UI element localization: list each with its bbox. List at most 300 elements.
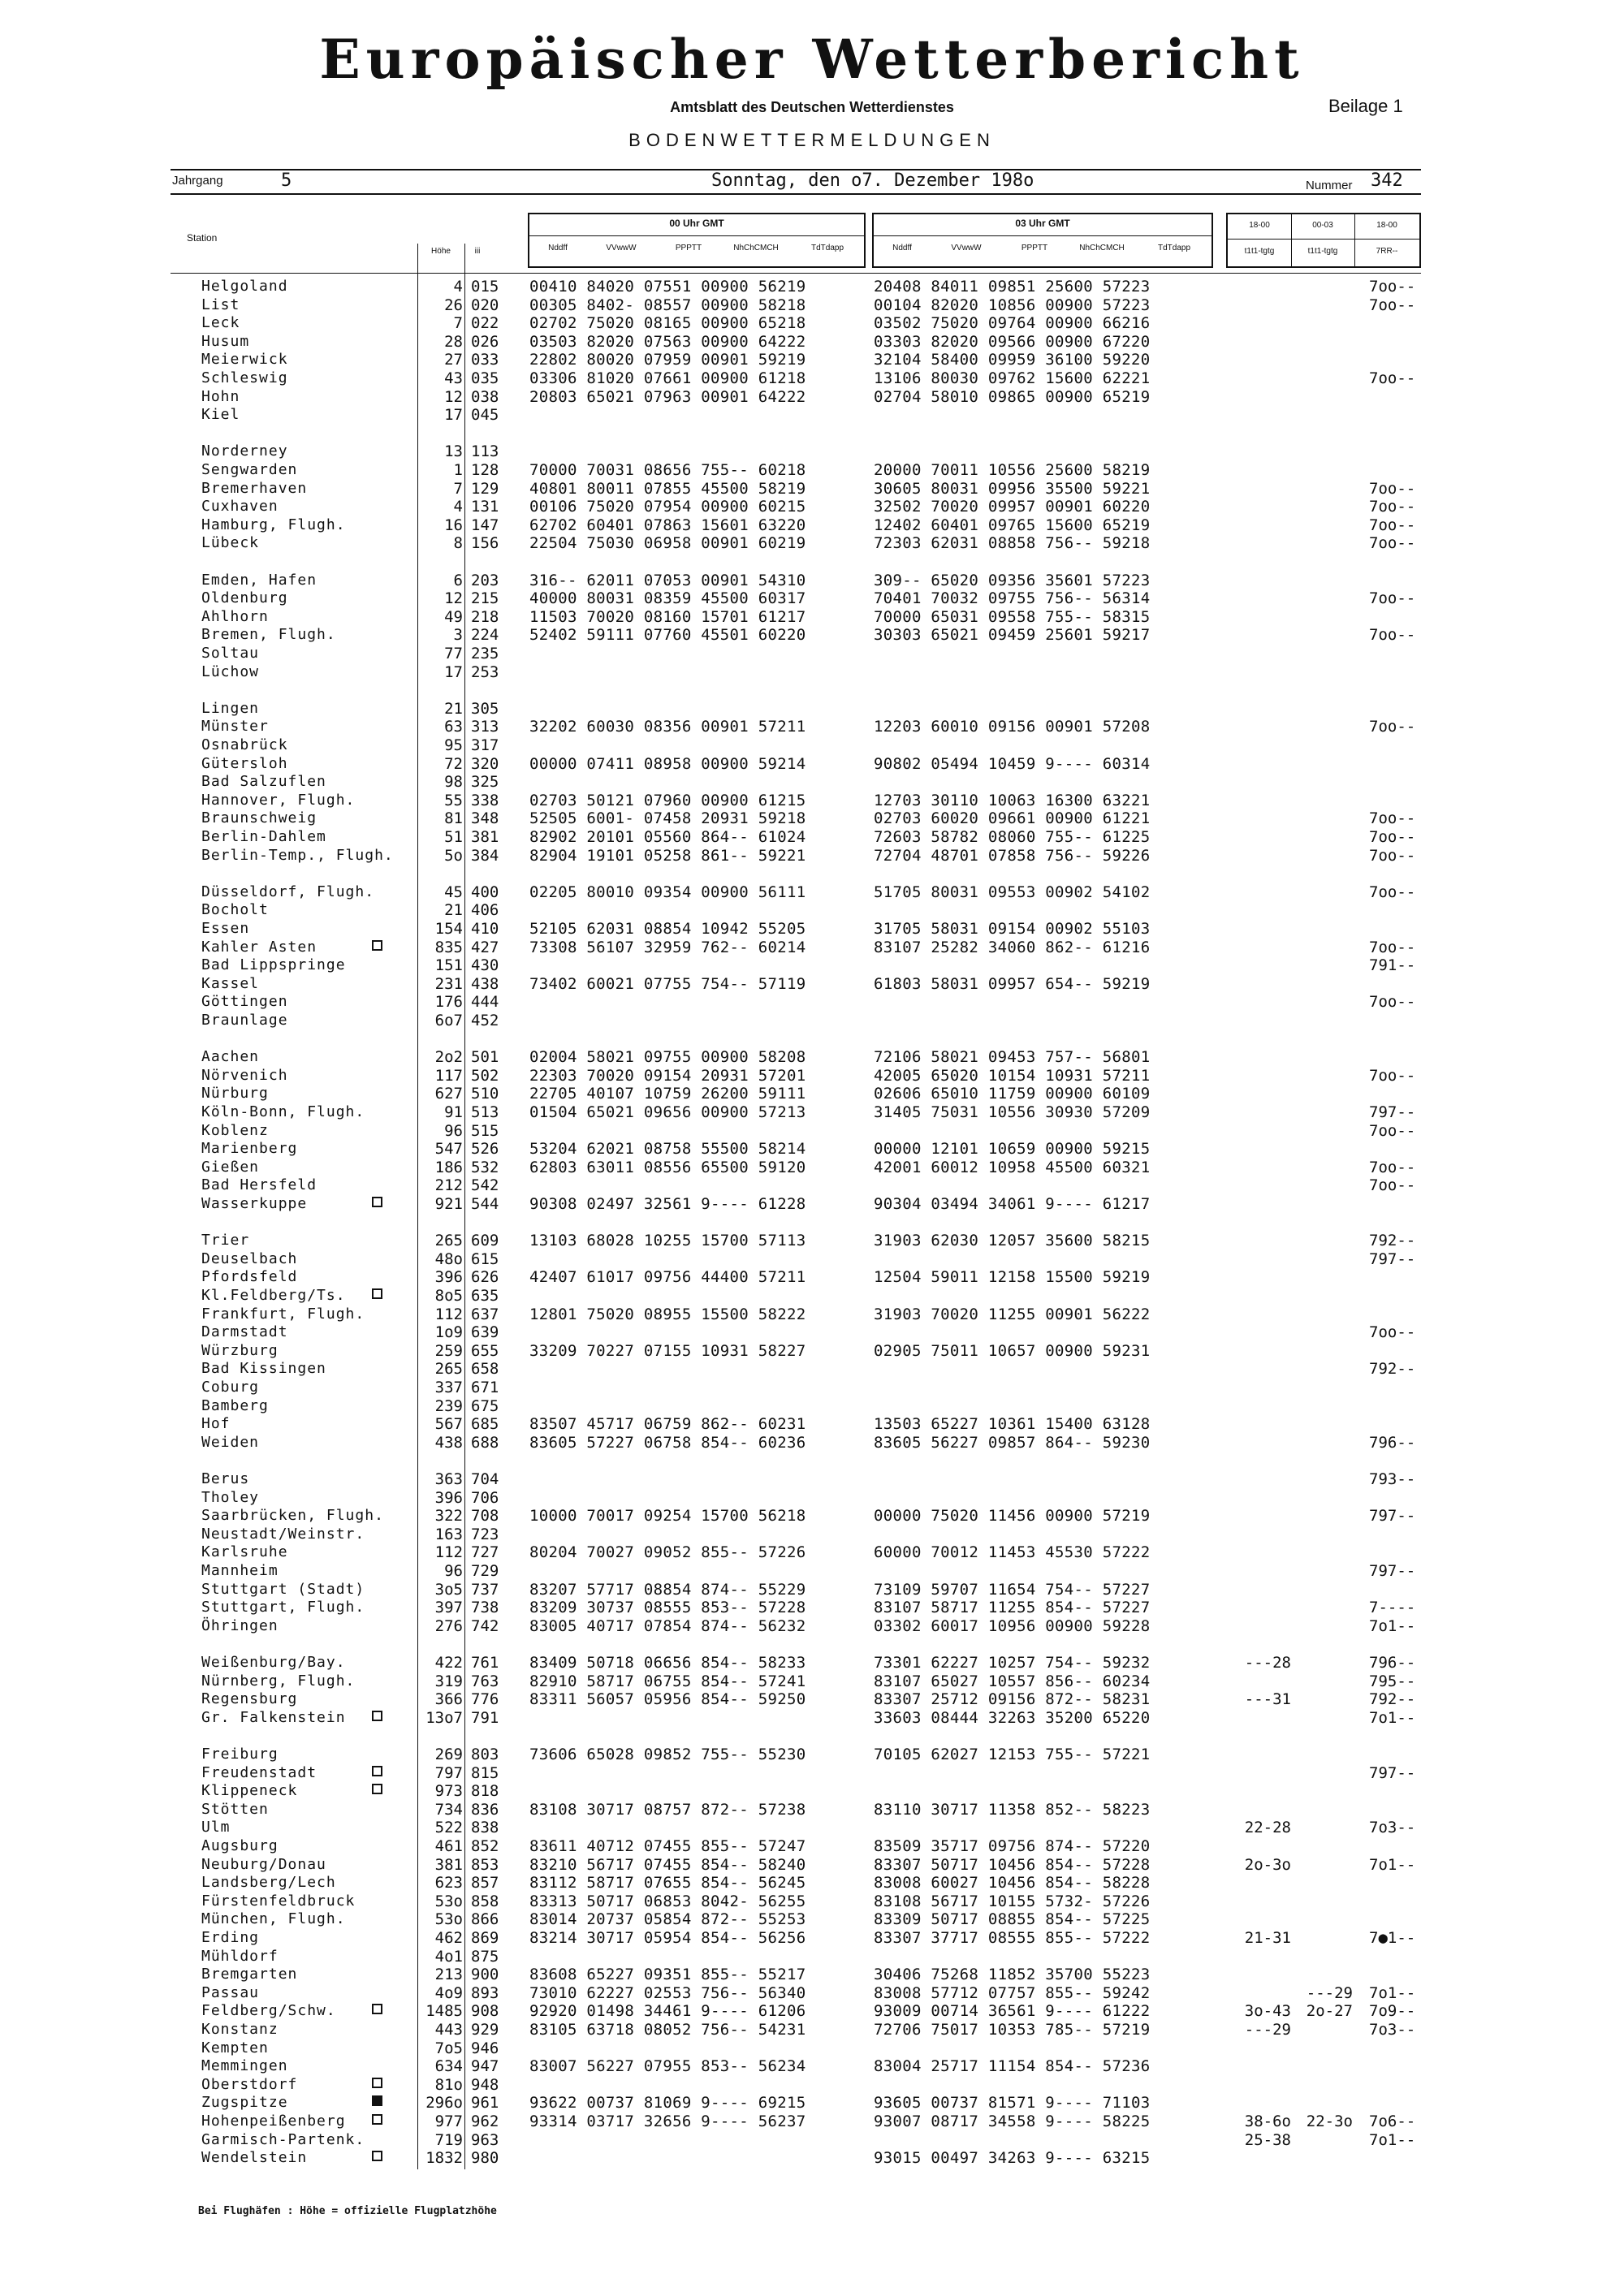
obs-03utc: 72603 58782 08060 755-- 61225 [874,828,1151,846]
station-height: 96 [444,1562,463,1580]
obs-00utc: 92920 01498 34461 9---- 61206 [529,2002,806,2021]
station-name: Braunlage [201,1012,288,1029]
station-id: 501 [471,1048,499,1067]
obs-00utc: 42407 61017 09756 44400 57211 [529,1268,806,1287]
station-height: 16 [444,516,463,534]
station-height: 322 [434,1507,463,1526]
station-name: Memmingen [201,2057,288,2075]
obs-03utc: 83110 30717 11358 852-- 58223 [874,1800,1151,1819]
obs-00utc: 83611 40712 07455 855-- 57247 [529,1837,806,1855]
temp-range-18-00: ---28 [1244,1654,1291,1672]
station-name: Nürnberg, Flugh. [201,1672,356,1690]
obs-00utc: 70000 70031 08656 755-- 60218 [529,461,806,479]
obs-03utc: 70105 62027 12153 755-- 57221 [874,1746,1151,1763]
obs-00utc: 32202 60030 08356 00901 57211 [529,718,806,736]
station-height: 154 [434,920,463,938]
station-height: 163 [434,1525,463,1543]
station-name: Deuselbach [201,1249,298,1267]
open-square-icon [372,940,382,951]
station-id: 026 [471,332,499,351]
station-id: 526 [471,1140,499,1159]
temp-range-18-00: ---31 [1244,1690,1291,1709]
obs-00utc: 00305 8402- 08557 00900 58218 [529,296,806,314]
station-id: 688 [471,1433,499,1452]
station-name: Koblenz [201,1121,269,1139]
rule-00 [528,235,866,236]
obs-00utc: 83608 65227 09351 855-- 55217 [529,1966,806,1984]
station-id: 015 [471,278,499,296]
station-id: 962 [471,2113,499,2130]
obs-03utc: 02905 75011 10657 00900 59231 [874,1341,1151,1360]
station-height: 4o1 [434,1947,463,1966]
station-height: 4 [453,278,463,296]
station-height: 547 [434,1140,463,1159]
station-id: 655 [471,1341,499,1360]
station-name: Kiel [201,406,240,424]
station-name: Landsberg/Lech [201,1874,336,1892]
obs-00utc: 22705 40107 10759 26200 59111 [529,1085,806,1103]
station-height: 6o7 [434,1012,463,1029]
station-id: 738 [471,1599,499,1617]
precip-group: 797-- [1369,1507,1416,1526]
station-id: 430 [471,956,499,975]
obs-03utc: 12703 30110 10063 16300 63221 [874,791,1151,809]
station-id: 869 [471,1929,499,1947]
col-1800b: 18-00 [1376,221,1397,230]
station-height: 95 [444,736,463,754]
station-name: Trier [201,1232,250,1249]
station-name: Kassel [201,974,260,992]
obs-03utc: 00000 75020 11456 00900 57219 [874,1507,1151,1526]
station-height: 397 [434,1599,463,1617]
station-height: 63 [444,718,463,736]
station-height: 1832 [425,2149,463,2168]
time00-label: 00 Uhr GMT [669,218,724,229]
station-id: 020 [471,296,499,314]
station-id: 305 [471,699,499,718]
obs-03utc: 70401 70032 09755 756-- 56314 [874,589,1151,608]
station-name: Soltau [201,645,260,662]
open-square-icon [372,1197,382,1207]
station-name: Gütersloh [201,754,288,772]
station-height: 719 [434,2130,463,2149]
station-name: Bamberg [201,1396,269,1414]
station-id: 381 [471,828,499,846]
precip-group: 796-- [1369,1654,1416,1672]
obs-00utc: 83311 56057 05956 854-- 59250 [529,1690,806,1709]
station-height: 81o [434,2075,463,2094]
obs-03utc: 93605 00737 81571 9---- 71103 [874,2094,1151,2113]
station-height: 26 [444,296,463,314]
station-id: 022 [471,314,499,333]
obs-03utc: 42005 65020 10154 10931 57211 [874,1066,1151,1085]
station-height: 269 [434,1746,463,1763]
station-height: 239 [434,1396,463,1415]
station-name: Hohn [201,387,240,405]
obs-00utc: 02702 75020 08165 00900 65218 [529,314,806,333]
station-height: 5o [444,846,463,865]
station-height: 461 [434,1837,463,1855]
station-id: 510 [471,1085,499,1103]
obs-03utc: 12402 60401 09765 15600 65219 [874,516,1151,534]
precip-group: 7oo-- [1369,1176,1416,1195]
station-name: Pfordsfeld [201,1268,298,1286]
obs-03utc: 30406 75268 11852 35700 55223 [874,1966,1151,1984]
station-name: Freiburg [201,1746,279,1763]
station-height: 231 [434,974,463,993]
station-name: Saarbrücken, Flugh. [201,1507,384,1525]
obs-03utc: 70000 65031 09558 755-- 58315 [874,607,1151,626]
station-id: 544 [471,1195,499,1213]
station-height: 117 [434,1066,463,1085]
station-height: 835 [434,938,463,956]
station-height: 7 [453,314,463,333]
station-id: 203 [471,571,499,589]
station-name: Bad Kissingen [201,1360,326,1378]
precip-group: 7o1-- [1369,1616,1416,1635]
obs-00utc: 22303 70020 09154 20931 57201 [529,1066,806,1085]
station-id: 410 [471,920,499,938]
station-id: 215 [471,589,499,608]
col-nh-03: NhChCMCH [1079,244,1125,252]
obs-00utc: 83313 50717 06853 8042- 56255 [529,1892,806,1910]
station-height: 296o [425,2094,463,2113]
obs-03utc: 00000 12101 10659 00900 59215 [874,1140,1151,1159]
obs-03utc: 13503 65227 10361 15400 63128 [874,1415,1151,1434]
station-height: 28 [444,332,463,351]
precip-group: 7o1-- [1369,1855,1416,1874]
station-height: 319 [434,1672,463,1690]
obs-00utc: 83207 57717 08854 874-- 55229 [529,1580,806,1599]
station-name: Klippeneck [201,1782,298,1800]
rule-03 [872,235,1213,236]
station-height: 12 [444,387,463,406]
obs-00utc: 83209 30737 08555 853-- 57228 [529,1599,806,1617]
station-header: Station [187,232,218,244]
station-height: 91 [444,1103,463,1121]
obs-03utc: 03502 75020 09764 00900 66216 [874,314,1151,333]
station-name: Zugspitze [201,2094,288,2112]
station-id: 444 [471,993,499,1012]
station-height: 977 [434,2113,463,2130]
station-id: 400 [471,883,499,901]
precip-group: 792-- [1369,1232,1416,1250]
station-height: 366 [434,1690,463,1709]
precip-group: 792-- [1369,1360,1416,1379]
station-height: 81 [444,809,463,828]
obs-00utc: 00410 84020 07551 00900 56219 [529,278,806,296]
station-name: Husum [201,332,250,350]
header-rule-bottom [171,193,1421,195]
station-name: Hannover, Flugh. [201,791,356,809]
station-id: 609 [471,1232,499,1250]
station-height: 1485 [425,2002,463,2021]
station-id: 737 [471,1580,499,1599]
station-id: 033 [471,351,499,369]
col-nddff-03: Nddff [892,244,912,252]
station-height: 8o5 [434,1287,463,1305]
obs-03utc: 61803 58031 09957 654-- 59219 [874,974,1151,993]
open-square-icon [372,2004,382,2014]
station-height: 627 [434,1085,463,1103]
station-id: 947 [471,2057,499,2076]
station-height: 363 [434,1470,463,1488]
station-name: Gießen [201,1158,260,1176]
station-name: List [201,296,240,313]
station-height: 7 [453,479,463,498]
station-height: 797 [434,1763,463,1782]
obs-00utc: 52105 62031 08854 10942 55205 [529,920,806,938]
station-height: 12 [444,589,463,608]
station-id: 742 [471,1616,499,1635]
temp-range-00-03: ---29 [1306,1983,1353,2002]
open-square-icon [372,2114,382,2125]
station-name: Hamburg, Flugh. [201,516,346,533]
station-id: 704 [471,1470,499,1488]
temp-range-00-03: 22-3o [1306,2113,1353,2130]
station-name: Bremerhaven [201,479,308,497]
station-name: Hof [201,1415,231,1433]
precip-group: 793-- [1369,1470,1416,1488]
station-name: Stuttgart (Stadt) [201,1580,365,1598]
station-height: 381 [434,1855,463,1874]
obs-03utc: 03303 82020 09566 00900 67220 [874,332,1151,351]
station-id: 235 [471,645,499,662]
open-square-icon [372,1766,382,1776]
obs-00utc: 00000 07411 08958 00900 59214 [529,754,806,773]
station-height: 53o [434,1892,463,1910]
temp-range-18-00: 22-28 [1244,1819,1291,1837]
obs-03utc: 93009 00714 36561 9---- 61222 [874,2002,1151,2021]
obs-00utc: 22802 80020 07959 00901 59219 [529,351,806,369]
station-id: 963 [471,2130,499,2149]
station-height: 27 [444,351,463,369]
precip-group: 7oo-- [1369,1121,1416,1140]
station-name: Essen [201,920,250,937]
station-name: Karlsruhe [201,1543,288,1561]
obs-00utc: 62702 60401 07863 15601 63220 [529,516,806,534]
station-height: 8 [453,534,463,553]
station-name: Stuttgart, Flugh. [201,1599,365,1616]
station-name: Sengwarden [201,461,298,478]
station-id: 147 [471,516,499,534]
obs-00utc: 83112 58717 07655 854-- 56245 [529,1874,806,1892]
station-id: 253 [471,662,499,681]
open-square-icon [372,1784,382,1794]
station-name: Garmisch-Partenk. [201,2130,365,2148]
temp-range-18-00: 21-31 [1244,1929,1291,1947]
precip-group: 7oo-- [1369,1158,1416,1176]
precip-group: 7oo-- [1369,809,1416,828]
station-id: 218 [471,607,499,626]
obs-03utc: 02606 65010 11759 00900 60109 [874,1085,1151,1103]
col-td-00: TdTdapp [810,244,844,252]
station-id: 224 [471,626,499,645]
station-height: 53o [434,1910,463,1929]
station-height: 422 [434,1654,463,1672]
station-id: 317 [471,736,499,754]
station-id: 929 [471,2021,499,2039]
station-id: 791 [471,1708,499,1727]
sub-0003: t1t1-tgtg [1307,247,1338,256]
station-height: 72 [444,754,463,773]
obs-00utc: 22504 75030 06958 00901 60219 [529,534,806,553]
obs-00utc: 83105 63718 08052 756-- 54231 [529,2021,806,2039]
station-name: Mühldorf [201,1947,279,1965]
station-name: Lübeck [201,534,260,552]
station-name: Bocholt [201,901,269,919]
obs-03utc: 72303 62031 08858 756-- 59218 [874,534,1151,553]
station-height: 634 [434,2057,463,2076]
obs-03utc: 83605 56227 09857 864-- 59230 [874,1433,1151,1452]
obs-00utc: 10000 70017 09254 15700 56218 [529,1507,806,1526]
station-name: Aachen [201,1048,260,1066]
station-id: 038 [471,387,499,406]
obs-00utc: 02205 80010 09354 00900 56111 [529,883,806,901]
col-pppp-00: PPPTT [675,244,702,252]
obs-03utc: 309-- 65020 09356 35601 57223 [874,571,1151,589]
station-height: 443 [434,2021,463,2039]
station-height: 438 [434,1433,463,1452]
station-id: 438 [471,974,499,993]
station-id: 900 [471,1966,499,1984]
obs-00utc: 93314 03717 32656 9---- 56237 [529,2113,806,2130]
station-id: 723 [471,1525,499,1543]
station-id: 113 [471,442,499,461]
obs-03utc: 72106 58021 09453 757-- 56801 [874,1048,1151,1067]
precip-group: 7oo-- [1369,1323,1416,1342]
station-id: 639 [471,1323,499,1342]
section-title: BODENWETTERMELDUNGEN [628,130,996,150]
station-name: Berlin-Temp., Flugh. [201,846,394,864]
obs-03utc: 83108 56717 10155 5732- 57226 [874,1892,1151,1910]
obs-00utc: 82910 58717 06755 854-- 57241 [529,1672,806,1690]
obs-03utc: 93015 00497 34263 9---- 63215 [874,2149,1151,2168]
station-id: 980 [471,2149,499,2168]
station-name: Feldberg/Schw. [201,2002,336,2020]
precip-group: 797-- [1369,1763,1416,1782]
obs-03utc: 13106 80030 09762 15600 62221 [874,369,1151,387]
document-title: Europäischer Wetterbericht [319,28,1305,91]
height-header: Höhe [431,247,451,256]
obs-00utc: 73606 65028 09852 755-- 55230 [529,1746,806,1763]
station-name: Helgoland [201,278,288,295]
temp-range-00-03: 2o-27 [1306,2002,1353,2021]
obs-00utc: 62803 63011 08556 65500 59120 [529,1158,806,1176]
obs-00utc: 82902 20101 05560 864-- 61024 [529,828,806,846]
obs-00utc: 52505 6001- 07458 20931 59218 [529,809,806,828]
station-id: 128 [471,461,499,479]
station-height: 151 [434,956,463,975]
obs-03utc: 33603 08444 32263 35200 65220 [874,1708,1151,1727]
precip-group: 7o3-- [1369,2021,1416,2039]
precip-group: 7oo-- [1369,296,1416,314]
obs-00utc: 73402 60021 07755 754-- 57119 [529,974,806,993]
station-height: 3 [453,626,463,645]
station-height: 17 [444,406,463,425]
obs-00utc: 11503 70020 08160 15701 61217 [529,607,806,626]
temp-range-18-00: 3o-43 [1244,2002,1291,2021]
obs-03utc: 51705 80031 09553 00902 54102 [874,883,1151,901]
obs-03utc: 83307 25712 09156 872-- 58231 [874,1690,1151,1709]
station-name: Neustadt/Weinstr. [201,1525,365,1543]
station-height: 98 [444,773,463,792]
precip-group: 7oo-- [1369,278,1416,296]
obs-00utc: 53204 62021 08758 55500 58214 [529,1140,806,1159]
station-height: 4o9 [434,1983,463,2002]
temp-range-18-00: ---29 [1244,2021,1291,2039]
station-name: Mannheim [201,1562,279,1579]
station-height: 265 [434,1232,463,1250]
station-id: 637 [471,1305,499,1323]
station-id: 320 [471,754,499,773]
station-id: 675 [471,1396,499,1415]
station-id: 815 [471,1763,499,1782]
obs-00utc: 73308 56107 32959 762-- 60214 [529,938,806,956]
station-height: 3o5 [434,1580,463,1599]
precip-group: 797-- [1369,1103,1416,1121]
station-id: 502 [471,1066,499,1085]
obs-03utc: 73109 59707 11654 754-- 57227 [874,1580,1151,1599]
station-name: Braunschweig [201,809,317,827]
station-name: Ulm [201,1819,231,1836]
station-height: 21 [444,901,463,920]
col-0003: 00-03 [1312,221,1333,230]
precip-group: 7o6-- [1369,2113,1416,2130]
station-name: Weißenburg/Bay. [201,1654,346,1671]
station-name: Düsseldorf, Flugh. [201,883,375,900]
obs-00utc: 83005 40717 07854 874-- 56232 [529,1616,806,1635]
station-name: Coburg [201,1379,260,1396]
station-name: Osnabrück [201,736,288,753]
station-id: 708 [471,1507,499,1526]
obs-03utc: 83509 35717 09756 874-- 57220 [874,1837,1151,1855]
station-id: 803 [471,1746,499,1763]
station-name: Würzburg [201,1341,279,1359]
station-id: 893 [471,1983,499,2002]
station-name: Köln-Bonn, Flugh. [201,1103,365,1120]
obs-03utc: 02704 58010 09865 00900 65219 [874,387,1151,406]
precip-group: 7oo-- [1369,938,1416,956]
station-id: 671 [471,1379,499,1396]
obs-00utc: 83214 30717 05954 854-- 56256 [529,1929,806,1947]
station-height: 45 [444,883,463,901]
temp-range-18-00: 25-38 [1244,2130,1291,2149]
obs-03utc: 72704 48701 07858 756-- 59226 [874,846,1151,865]
precip-group: 797-- [1369,1562,1416,1580]
precip-group: 796-- [1369,1433,1416,1452]
obs-03utc: 12504 59011 12158 15500 59219 [874,1268,1151,1287]
precip-group: 7●1-- [1369,1929,1416,1947]
station-height: 973 [434,1782,463,1801]
group-03-header [872,213,1213,268]
station-id: 635 [471,1287,499,1305]
station-height: 48o [434,1249,463,1268]
station-id: 035 [471,369,499,387]
issue-number: 342 [1371,170,1403,191]
station-name: Gr. Falkenstein [201,1708,346,1726]
obs-03utc: 73301 62227 10257 754-- 59232 [874,1654,1151,1672]
obs-00utc: 20803 65021 07963 00901 64222 [529,387,806,406]
station-id: 685 [471,1415,499,1434]
volume-number: 5 [281,170,292,191]
station-id: 542 [471,1176,499,1195]
station-height: 921 [434,1195,463,1213]
precip-group: 7oo-- [1369,883,1416,901]
obs-00utc: 83007 56227 07955 853-- 56234 [529,2057,806,2076]
station-height: 112 [434,1543,463,1562]
station-height: 13 [444,442,463,461]
